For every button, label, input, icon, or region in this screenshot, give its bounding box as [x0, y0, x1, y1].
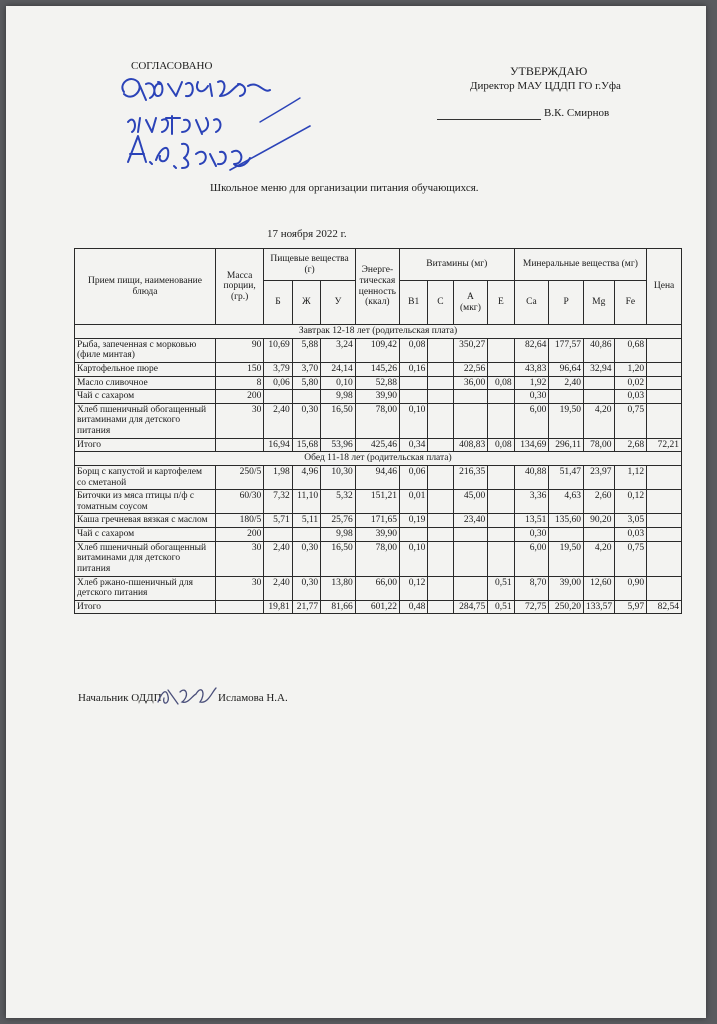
cell-energy: 425,46	[355, 438, 399, 452]
menu-table-body	[75, 325, 682, 614]
cell-energy: 52,88	[355, 376, 399, 390]
cell-mg	[584, 528, 615, 542]
cell-ca: 134,69	[514, 438, 549, 452]
cell-zh: 11,10	[292, 490, 320, 514]
document-title: Школьное меню для организации питания обучающихся.	[210, 182, 479, 194]
dish-row	[75, 362, 682, 376]
section-title: Обед 11-18 лет (родительская плата)	[75, 452, 682, 466]
cell-zh: 5,88	[292, 338, 320, 362]
cell-e: 0,08	[488, 438, 514, 452]
document-sheet	[6, 6, 706, 1018]
dish-name: Чай с сахаром	[75, 528, 216, 542]
cell-portion	[215, 438, 263, 452]
cell-price	[647, 403, 682, 438]
cell-u: 81,66	[321, 600, 356, 614]
cell-a: 45,00	[453, 490, 488, 514]
cell-e: 0,08	[488, 376, 514, 390]
header-vitamins: Витамины (мг)	[399, 249, 514, 281]
cell-a	[453, 390, 488, 404]
dish-name: Чай с сахаром	[75, 390, 216, 404]
cell-mg: 133,57	[584, 600, 615, 614]
cell-ca: 0,30	[514, 390, 549, 404]
cell-ca: 3,36	[514, 490, 549, 514]
chief-signature	[154, 682, 218, 710]
cell-price	[647, 514, 682, 528]
cell-portion: 200	[215, 528, 263, 542]
cell-p: 135,60	[549, 514, 584, 528]
cell-energy: 171,65	[355, 514, 399, 528]
cell-c	[428, 576, 453, 600]
cell-zh: 4,96	[292, 465, 320, 489]
cell-p: 39,00	[549, 576, 584, 600]
section-title: Завтрак 12-18 лет (родительская плата)	[75, 325, 682, 339]
cell-mg	[584, 390, 615, 404]
cell-ca: 72,75	[514, 600, 549, 614]
cell-portion	[215, 600, 263, 614]
cell-energy: 78,00	[355, 541, 399, 576]
cell-b1: 0,06	[399, 465, 427, 489]
footer-name: Исламова Н.А.	[218, 692, 288, 704]
cell-p: 296,11	[549, 438, 584, 452]
cell-p: 2,40	[549, 376, 584, 390]
cell-fe: 0,03	[614, 528, 647, 542]
menu-table-wrapper	[74, 248, 682, 614]
cell-mg: 12,60	[584, 576, 615, 600]
cell-p: 4,63	[549, 490, 584, 514]
dish-name: Итого	[75, 600, 216, 614]
cell-energy: 39,90	[355, 528, 399, 542]
dish-row	[75, 465, 682, 489]
cell-b1: 0,16	[399, 362, 427, 376]
cell-c	[428, 465, 453, 489]
header-fe: Fe	[614, 281, 647, 325]
header-e: Е	[488, 281, 514, 325]
cell-c	[428, 600, 453, 614]
cell-mg: 78,00	[584, 438, 615, 452]
cell-a: 408,83	[453, 438, 488, 452]
cell-zh	[292, 528, 320, 542]
header-meal: Прием пищи, наименование блюда	[75, 249, 216, 325]
cell-portion: 60/30	[215, 490, 263, 514]
cell-b: 16,94	[264, 438, 292, 452]
cell-energy: 601,22	[355, 600, 399, 614]
cell-ca: 6,00	[514, 541, 549, 576]
cell-price	[647, 528, 682, 542]
cell-price	[647, 390, 682, 404]
cell-zh: 15,68	[292, 438, 320, 452]
section-header	[75, 325, 682, 339]
cell-zh: 5,11	[292, 514, 320, 528]
cell-b: 10,69	[264, 338, 292, 362]
cell-b1: 0,10	[399, 541, 427, 576]
dish-name: Борщ с капустой и картофелем со сметаной	[75, 465, 216, 489]
approve-name: В.К. Смирнов	[544, 107, 610, 119]
cell-b1: 0,12	[399, 576, 427, 600]
approve-title: УТВЕРЖДАЮ	[510, 64, 588, 78]
section-header	[75, 452, 682, 466]
cell-mg: 2,60	[584, 490, 615, 514]
cell-p: 96,64	[549, 362, 584, 376]
header-ca: Са	[514, 281, 549, 325]
cell-b1	[399, 528, 427, 542]
header-price: Цена	[647, 249, 682, 325]
cell-mg: 4,20	[584, 541, 615, 576]
cell-b: 1,98	[264, 465, 292, 489]
cell-u: 53,96	[321, 438, 356, 452]
header-a: А (мкг)	[453, 281, 488, 325]
cell-b: 2,40	[264, 541, 292, 576]
cell-e	[488, 490, 514, 514]
cell-e: 0,51	[488, 576, 514, 600]
cell-ca: 1,92	[514, 376, 549, 390]
cell-e	[488, 390, 514, 404]
cell-e	[488, 465, 514, 489]
cell-c	[428, 338, 453, 362]
cell-p: 19,50	[549, 403, 584, 438]
cell-a	[453, 528, 488, 542]
cell-ca: 0,30	[514, 528, 549, 542]
cell-fe: 0,75	[614, 403, 647, 438]
cell-u: 24,14	[321, 362, 356, 376]
menu-table	[74, 248, 682, 614]
cell-ca: 82,64	[514, 338, 549, 362]
cell-ca: 40,88	[514, 465, 549, 489]
header-energy: Энерге-тическая ценность (ккал)	[355, 249, 399, 325]
cell-b1: 0,19	[399, 514, 427, 528]
cell-zh	[292, 390, 320, 404]
dish-row	[75, 403, 682, 438]
cell-fe: 1,20	[614, 362, 647, 376]
cell-energy: 78,00	[355, 403, 399, 438]
cell-fe: 2,68	[614, 438, 647, 452]
cell-energy: 39,90	[355, 390, 399, 404]
cell-p	[549, 528, 584, 542]
cell-u: 3,24	[321, 338, 356, 362]
cell-mg: 23,97	[584, 465, 615, 489]
cell-zh: 0,30	[292, 403, 320, 438]
header-c: С	[428, 281, 453, 325]
signature-line	[437, 119, 541, 120]
cell-portion: 30	[215, 403, 263, 438]
cell-price: 72,21	[647, 438, 682, 452]
cell-price	[647, 338, 682, 362]
cell-c	[428, 390, 453, 404]
cell-b1	[399, 390, 427, 404]
header-p: Р	[549, 281, 584, 325]
dish-name: Каша гречневая вязкая с маслом	[75, 514, 216, 528]
cell-b1: 0,48	[399, 600, 427, 614]
header-mg: Mg	[584, 281, 615, 325]
dish-name: Биточки из мяса птицы п/ф с томатным соусом	[75, 490, 216, 514]
cell-u: 0,10	[321, 376, 356, 390]
cell-portion: 30	[215, 541, 263, 576]
cell-b: 0,06	[264, 376, 292, 390]
dish-name: Масло сливочное	[75, 376, 216, 390]
cell-fe: 3,05	[614, 514, 647, 528]
approved-label: СОГЛАСОВАНО	[131, 60, 213, 72]
cell-e	[488, 541, 514, 576]
cell-a: 36,00	[453, 376, 488, 390]
cell-u: 5,32	[321, 490, 356, 514]
cell-c	[428, 528, 453, 542]
cell-price	[647, 376, 682, 390]
cell-ca: 43,83	[514, 362, 549, 376]
cell-c	[428, 490, 453, 514]
header-u: У	[321, 281, 356, 325]
cell-b: 2,40	[264, 403, 292, 438]
cell-fe: 0,68	[614, 338, 647, 362]
cell-price: 82,54	[647, 600, 682, 614]
cell-fe: 0,90	[614, 576, 647, 600]
cell-e	[488, 338, 514, 362]
cell-c	[428, 376, 453, 390]
cell-b: 19,81	[264, 600, 292, 614]
cell-e	[488, 514, 514, 528]
cell-u: 10,30	[321, 465, 356, 489]
header-b: Б	[264, 281, 292, 325]
cell-c	[428, 362, 453, 376]
cell-fe: 5,97	[614, 600, 647, 614]
cell-e	[488, 528, 514, 542]
cell-b: 3,79	[264, 362, 292, 376]
dish-name: Картофельное пюре	[75, 362, 216, 376]
cell-zh: 0,30	[292, 576, 320, 600]
cell-price	[647, 576, 682, 600]
cell-a: 216,35	[453, 465, 488, 489]
cell-portion: 250/5	[215, 465, 263, 489]
cell-ca: 13,51	[514, 514, 549, 528]
cell-b1: 0,08	[399, 338, 427, 362]
cell-e	[488, 362, 514, 376]
dish-row	[75, 576, 682, 600]
cell-portion: 150	[215, 362, 263, 376]
cell-fe: 0,75	[614, 541, 647, 576]
cell-b: 7,32	[264, 490, 292, 514]
cell-portion: 200	[215, 390, 263, 404]
total-row	[75, 438, 682, 452]
cell-b	[264, 390, 292, 404]
cell-b1: 0,34	[399, 438, 427, 452]
dish-row	[75, 514, 682, 528]
cell-u: 13,80	[321, 576, 356, 600]
cell-p: 51,47	[549, 465, 584, 489]
dish-name: Хлеб пшеничный обогащенный витаминами для детского питания	[75, 403, 216, 438]
cell-c	[428, 514, 453, 528]
cell-a: 284,75	[453, 600, 488, 614]
dish-name: Рыба, запеченная с морковью (филе минтая)	[75, 338, 216, 362]
cell-a: 23,40	[453, 514, 488, 528]
cell-b: 2,40	[264, 576, 292, 600]
document-date: 17 ноября 2022 г.	[267, 228, 347, 240]
cell-energy: 94,46	[355, 465, 399, 489]
cell-u: 25,76	[321, 514, 356, 528]
cell-c	[428, 541, 453, 576]
cell-u: 16,50	[321, 541, 356, 576]
dish-name: Хлеб ржано-пшеничный для детского питания	[75, 576, 216, 600]
cell-p: 250,20	[549, 600, 584, 614]
cell-zh: 21,77	[292, 600, 320, 614]
cell-e: 0,51	[488, 600, 514, 614]
total-row	[75, 600, 682, 614]
cell-mg: 90,20	[584, 514, 615, 528]
cell-e	[488, 403, 514, 438]
cell-u: 9,98	[321, 528, 356, 542]
cell-a	[453, 403, 488, 438]
cell-mg: 4,20	[584, 403, 615, 438]
cell-mg: 40,86	[584, 338, 615, 362]
dish-name: Итого	[75, 438, 216, 452]
cell-a	[453, 541, 488, 576]
dish-row	[75, 376, 682, 390]
header-zh: Ж	[292, 281, 320, 325]
cell-b	[264, 528, 292, 542]
cell-p: 177,57	[549, 338, 584, 362]
cell-zh: 0,30	[292, 541, 320, 576]
cell-portion: 30	[215, 576, 263, 600]
cell-price	[647, 362, 682, 376]
cell-price	[647, 541, 682, 576]
dish-row	[75, 390, 682, 404]
cell-ca: 6,00	[514, 403, 549, 438]
cell-price	[647, 490, 682, 514]
cell-b1	[399, 376, 427, 390]
footer-role: Начальник ОДДП	[78, 692, 162, 704]
cell-ca: 8,70	[514, 576, 549, 600]
cell-zh: 5,80	[292, 376, 320, 390]
cell-b1: 0,01	[399, 490, 427, 514]
cell-energy: 109,42	[355, 338, 399, 362]
cell-a: 22,56	[453, 362, 488, 376]
header-nutrients: Пищевые вещества (г)	[264, 249, 355, 281]
dish-row	[75, 528, 682, 542]
cell-portion: 90	[215, 338, 263, 362]
cell-fe: 0,03	[614, 390, 647, 404]
dish-row	[75, 338, 682, 362]
cell-mg	[584, 376, 615, 390]
cell-zh: 3,70	[292, 362, 320, 376]
cell-a	[453, 576, 488, 600]
cell-energy: 151,21	[355, 490, 399, 514]
cell-portion: 8	[215, 376, 263, 390]
cell-c	[428, 438, 453, 452]
header-portion: Масса порции, (гр.)	[215, 249, 263, 325]
cell-mg: 32,94	[584, 362, 615, 376]
cell-p: 19,50	[549, 541, 584, 576]
cell-b1: 0,10	[399, 403, 427, 438]
cell-u: 16,50	[321, 403, 356, 438]
cell-u: 9,98	[321, 390, 356, 404]
header-minerals: Минеральные вещества (мг)	[514, 249, 647, 281]
cell-b: 5,71	[264, 514, 292, 528]
cell-energy: 145,26	[355, 362, 399, 376]
cell-fe: 1,12	[614, 465, 647, 489]
cell-p	[549, 390, 584, 404]
cell-portion: 180/5	[215, 514, 263, 528]
cell-price	[647, 465, 682, 489]
approval-signature	[110, 62, 320, 192]
dish-row	[75, 490, 682, 514]
cell-fe: 0,12	[614, 490, 647, 514]
header-b1: В1	[399, 281, 427, 325]
cell-a: 350,27	[453, 338, 488, 362]
approve-position: Директор МАУ ЦДДП ГО г.Уфа	[470, 80, 621, 92]
dish-name: Хлеб пшеничный обогащенный витаминами для детского питания	[75, 541, 216, 576]
dish-row	[75, 541, 682, 576]
cell-c	[428, 403, 453, 438]
cell-energy: 66,00	[355, 576, 399, 600]
cell-fe: 0,02	[614, 376, 647, 390]
